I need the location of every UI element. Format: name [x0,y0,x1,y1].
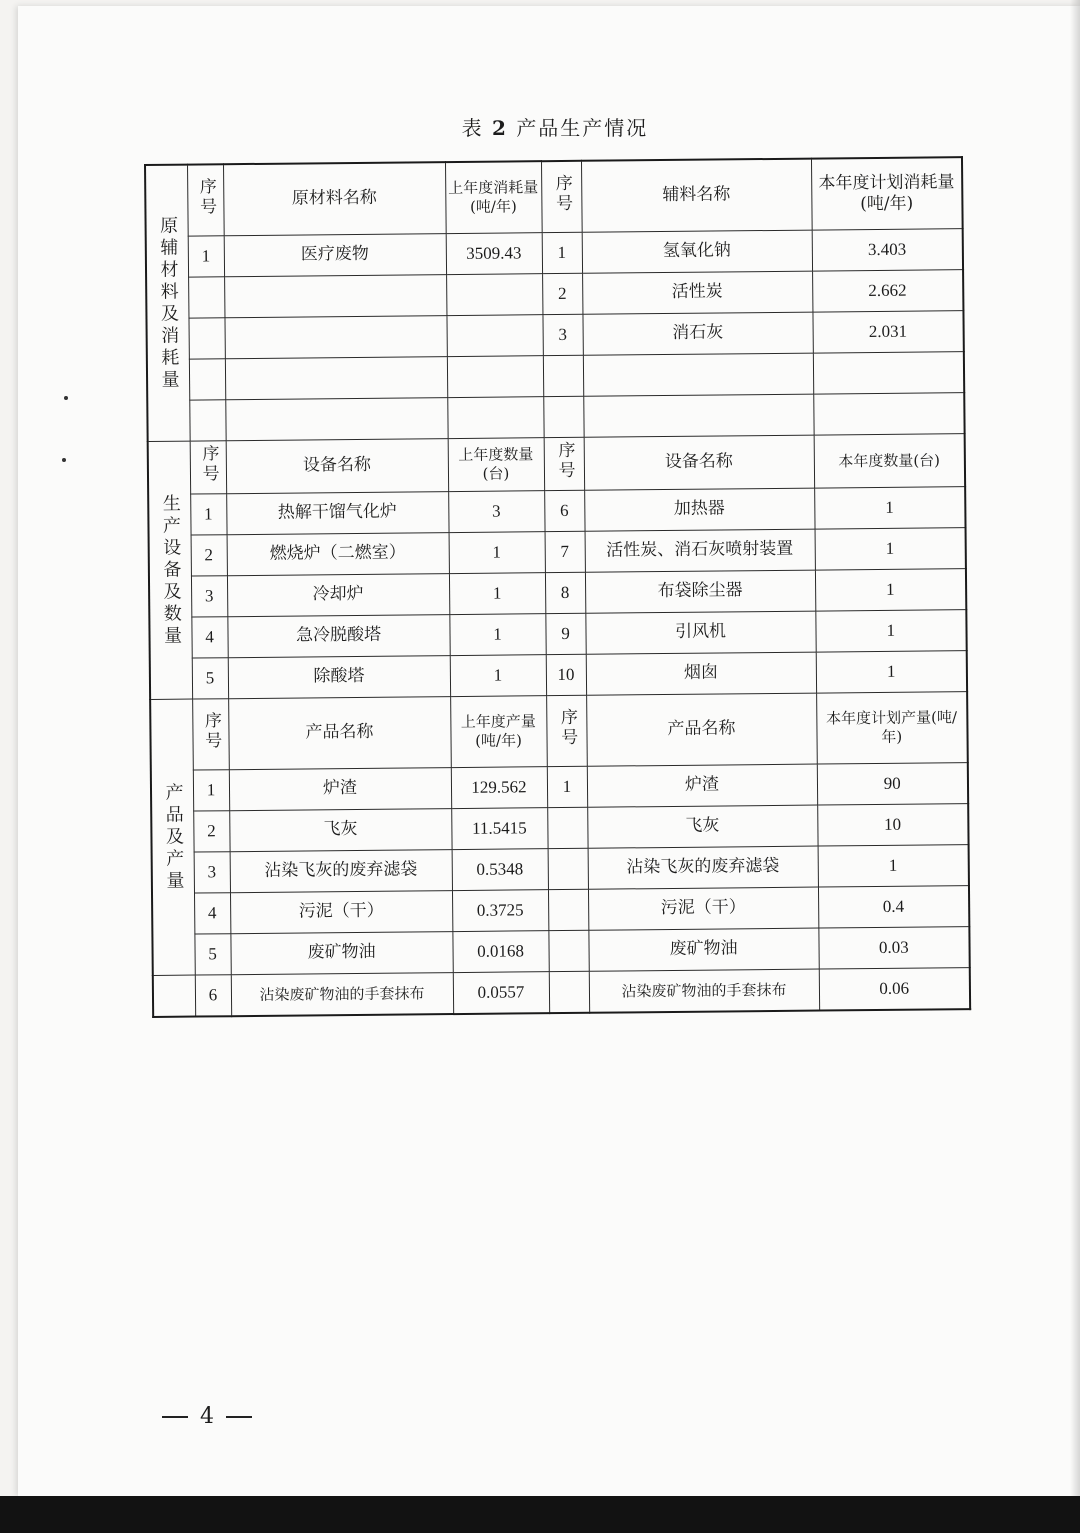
raw-seq [189,359,225,400]
seq-header [190,441,227,494]
aux-seq [543,396,583,437]
section-equipment [148,441,192,699]
product-seq-2: 1 [547,766,587,807]
product-value: 0.5348 [452,849,548,891]
aux-name [583,394,813,437]
raw-seq [188,318,224,359]
product-name-2: 沾染飞灰的废弃滤袋 [588,846,818,889]
product-seq-2 [548,930,588,971]
table-body [145,157,970,1017]
equip-value: 3 [448,491,544,533]
product-value-2: 90 [817,763,968,805]
section-products-tail [153,975,195,1017]
scan-bottom-edge [0,1496,1080,1533]
product-name-header: 产品名称 [228,697,451,770]
product-seq: 1 [193,770,229,811]
aux-value [813,352,964,394]
equip-name-header: 设备名称 [226,439,448,494]
product-value: 0.3725 [452,890,548,932]
aux-name: 消石灰 [582,312,812,355]
seq-header-label: 序号 [195,177,217,218]
aux-name: 活性炭 [582,271,812,314]
section-products-label: 产品及产量 [162,782,185,893]
raw-value [447,397,543,439]
seq-header [546,695,587,766]
equip-seq-2: 7 [545,531,585,572]
equip-value: 1 [450,655,546,697]
equip-seq-2: 10 [546,654,586,695]
seq-header-label: 序号 [551,173,573,214]
seq-header [544,437,585,490]
equip-name-header-2: 设备名称 [584,435,814,490]
aux-value: 2.031 [812,311,963,353]
equip-value: 1 [449,573,545,615]
product-name: 沾染飞灰的废弃滤袋 [230,850,452,893]
product-name-header-2: 产品名称 [586,693,817,766]
equip-name: 除酸塔 [228,656,450,699]
equip-name-2: 引风机 [585,611,815,654]
equip-seq: 3 [191,576,227,617]
seq-header-label: 序号 [198,444,219,485]
aux-name: 氢氧化钠 [582,230,812,273]
product-name-2: 废矿物油 [588,928,818,971]
raw-seq [188,277,224,318]
product-seq: 5 [194,934,230,975]
equip-value-2: 1 [814,487,965,529]
equip-name: 燃烧炉（二燃室） [227,533,449,576]
raw-name-header: 原材料名称 [223,162,446,236]
aux-name-header: 辅料名称 [581,159,812,233]
product-name: 废矿物油 [230,932,452,975]
product-name-2: 沾染废矿物油的手套抹布 [589,969,819,1013]
page-footer [150,1404,264,1429]
equip-name-2: 烟囱 [586,652,816,695]
equip-name: 冷却炉 [227,574,449,617]
scan-speck [62,458,66,462]
product-seq-2 [548,889,588,930]
equip-value-2: 1 [815,569,966,611]
product-last-header: 上年度产量(吨/年) [450,696,547,768]
seq-header [541,161,582,233]
product-value-2: 10 [817,804,968,846]
product-name: 污泥（干） [230,891,452,934]
section-equipment-label: 生产设备及数量 [159,493,183,648]
product-seq: 4 [194,893,230,934]
product-seq-2 [548,848,588,889]
product-value: 11.5415 [451,808,547,850]
raw-value [446,315,542,357]
product-seq: 3 [194,852,230,893]
aux-plan-header: 本年度计划消耗量(吨/年) [811,157,963,230]
product-seq: 2 [193,811,229,852]
product-seq-2 [547,807,587,848]
product-value: 129.562 [451,767,547,809]
product-name-2: 飞灰 [587,805,817,848]
materials-header-row [145,157,963,236]
page-number: 4 [200,1404,214,1429]
equip-seq-2: 9 [545,613,585,654]
raw-name [224,275,446,318]
raw-name [225,357,447,400]
equip-name: 急冷脱酸塔 [227,615,449,658]
raw-value [446,274,542,316]
equip-seq: 4 [191,617,227,658]
scan-speck [64,396,68,400]
title-text: 产品生产情况 [516,116,649,140]
product-name: 飞灰 [229,809,451,852]
seq-header-label: 序号 [556,707,578,748]
equip-name-2: 加热器 [584,488,814,531]
equip-value-2: 1 [816,651,967,693]
product-name-2: 污泥（干） [588,887,818,930]
aux-value: 3.403 [812,229,963,271]
product-plan-header: 本年度计划产量(吨/年) [816,692,968,764]
raw-seq: 1 [188,236,224,277]
product-name: 沾染废矿物油的手套抹布 [231,973,453,1017]
title-number: 2 [492,116,508,140]
seq-header [192,699,229,770]
aux-value [813,393,964,435]
equip-value: 1 [449,532,545,574]
aux-seq: 1 [542,232,582,273]
table-title [0,112,1080,141]
aux-value: 2.662 [812,270,963,312]
products-header-row [150,692,968,771]
production-table [144,156,971,1018]
aux-seq: 2 [542,273,582,314]
equip-seq-2: 6 [544,490,584,531]
equip-value-2: 1 [815,610,966,652]
product-name-2: 炉渣 [587,764,817,807]
product-seq-2 [549,971,589,1013]
product-name: 炉渣 [229,768,451,811]
raw-consumption-header: 上年度消耗量(吨/年) [445,161,542,233]
product-row [153,968,970,1017]
raw-name: 医疗废物 [224,234,446,277]
equip-seq: 1 [190,494,226,535]
section-materials-label: 原辅材料及消耗量 [156,215,180,392]
seq-header-label: 序号 [200,711,222,752]
seq-header [187,164,224,236]
section-materials [145,165,190,442]
raw-value [447,356,543,398]
raw-value: 3509.43 [446,233,542,275]
equip-name: 热解干馏气化炉 [226,492,448,535]
product-seq: 6 [195,975,231,1017]
aux-name [583,353,813,396]
equip-name-2: 布袋除尘器 [585,570,815,613]
equip-seq-2: 8 [545,572,585,613]
aux-seq: 3 [542,314,582,355]
product-value: 0.0557 [453,972,549,1014]
equip-seq: 5 [192,658,228,699]
product-value-2: 0.03 [818,927,969,969]
equip-seq: 2 [191,535,227,576]
title-prefix: 表 [461,116,484,140]
equipment-header-row [148,434,965,495]
raw-name [225,398,447,441]
production-table-wrapper [144,156,969,1034]
equip-last-header: 上年度数量(台) [448,438,545,492]
aux-seq [543,355,583,396]
equip-this-header: 本年度数量(台) [814,434,966,488]
raw-seq [189,400,225,441]
seq-header-label: 序号 [554,440,575,481]
page-edge-shadow [1070,0,1080,1533]
equip-value: 1 [449,614,545,656]
product-value-2: 1 [818,845,969,887]
equip-value-2: 1 [815,528,966,570]
raw-name [224,316,446,359]
product-value-2: 0.4 [818,886,969,928]
equip-name-2: 活性炭、消石灰喷射装置 [585,529,815,572]
section-products [150,699,195,975]
product-value-2: 0.06 [819,968,970,1011]
product-value: 0.0168 [452,931,548,973]
